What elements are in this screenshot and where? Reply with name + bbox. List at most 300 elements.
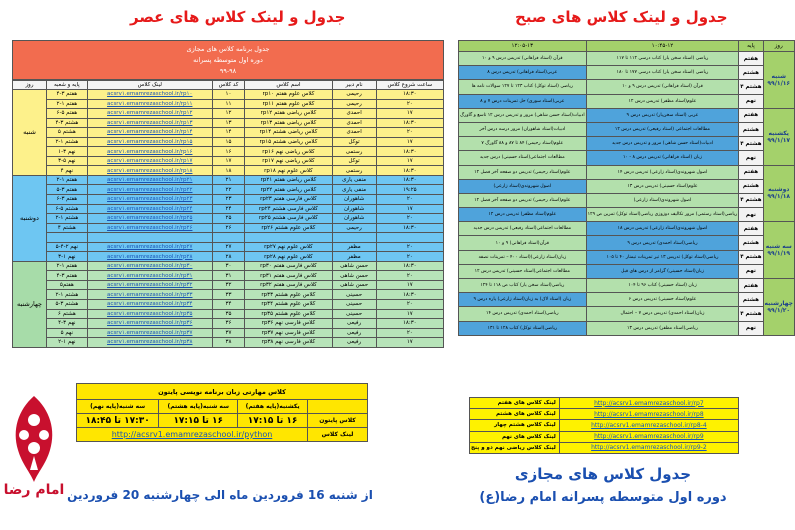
morning-table-row	[459, 122, 795, 136]
morning-lesson-cell: علوم(استاد مظفر) تدریس درس ۱۲	[459, 208, 587, 222]
afternoon-table-row	[13, 338, 444, 348]
afternoon-cell: کلاس علوم هشتم rp۳۳	[245, 290, 332, 300]
afternoon-cell: کلاس فارسی هفتم rp۳۲	[245, 280, 332, 290]
grade-link-url[interactable]: http://acsrv1.emamrezaschool.ir/rp8-4	[559, 420, 738, 431]
morning-day-cell: چهارشنبه ۹۹/۱/۲۰	[763, 279, 794, 336]
afternoon-cell: ۳۱	[212, 271, 244, 281]
afternoon-table-row	[13, 185, 444, 195]
python-link-label: لینک کلاس	[308, 428, 368, 442]
morning-lesson-cell: قرآن(استاد فراهانی) ۹ و ۱۰	[459, 236, 587, 250]
class-link[interactable]: acsrv۱.emamrezaschool.ir/rp۱۸	[87, 166, 212, 176]
afternoon-cell: کلاس علوم هفتم rp۱۰	[245, 90, 332, 100]
morning-column-header: روز	[763, 41, 794, 52]
morning-grade-cell: هفتم	[739, 165, 763, 179]
grade-link-row	[470, 398, 739, 409]
class-link[interactable]: acsrv۱.emamrezaschool.ir/rp۱۳	[87, 118, 212, 128]
afternoon-cell: ۲۰	[376, 195, 443, 205]
afternoon-table-row	[13, 128, 444, 138]
afternoon-cell: ۱۸:۳۰	[376, 118, 443, 128]
afternoon-cell: هشتم ۵	[47, 128, 88, 138]
morning-grade-cell: هشتم	[739, 236, 763, 250]
afternoon-cell: نهم ۳-۱	[47, 147, 88, 157]
afternoon-cell: حسینی	[332, 309, 376, 319]
morning-lesson-cell: عربی(استاد فراهانی) تدریس درس ۸	[459, 66, 587, 80]
morning-grade-cell: نهم	[739, 151, 763, 165]
morning-table-row	[459, 137, 795, 151]
afternoon-cell	[245, 233, 332, 243]
afternoon-cell: کلاس فارسی نهم rp۳۶	[245, 319, 332, 329]
afternoon-cell: هشتم ۶	[47, 309, 88, 319]
morning-grade-cell: هشتم ۴	[739, 137, 763, 151]
afternoon-cell: هفتم ۳-۶	[47, 195, 88, 205]
morning-table-row	[459, 193, 795, 207]
afternoon-cell: مظفر	[332, 252, 376, 262]
morning-lesson-cell: قرآن (استاد فراهانی) تدریس درس ۹ و ۱۰	[586, 80, 739, 94]
class-link[interactable]: acsrv۱.emamrezaschool.ir/rp۱۷	[87, 156, 212, 166]
afternoon-cell: نهم ۵	[47, 328, 88, 338]
afternoon-cell: کلاس فارسی هفتم rp۲۳	[245, 195, 332, 205]
afternoon-cell: ۲۲	[212, 185, 244, 195]
afternoon-cell: کلاس علوم نهم rp۲۸	[245, 252, 332, 262]
afternoon-cell: ۱۱	[212, 99, 244, 109]
class-link[interactable]: acsrv۱.emamrezaschool.ir/rp۳۲	[87, 280, 212, 290]
afternoon-column-header-row	[13, 81, 444, 90]
afternoon-cell: هشتم ۴	[47, 223, 88, 233]
afternoon-cell: هشتم ۱-۲	[47, 214, 88, 224]
afternoon-cell: رفیعی	[332, 319, 376, 329]
afternoon-table-row	[13, 328, 444, 338]
afternoon-cell: ۲۵	[212, 214, 244, 224]
afternoon-schedule	[12, 40, 444, 348]
afternoon-day-cell: چهارشنبه	[13, 261, 47, 347]
afternoon-cell: ۱۷	[376, 280, 443, 290]
afternoon-cell: حسن شاهی	[332, 261, 376, 271]
python-time-seventh: ۱۶ تا ۱۷:۱۵	[238, 414, 308, 428]
afternoon-cell: ۳۴	[212, 300, 244, 310]
afternoon-table-row	[13, 156, 444, 166]
afternoon-cell: کلاس ریاضی هفتم rp۲۱	[245, 175, 332, 185]
morning-grade-cell: هشتم	[739, 179, 763, 193]
afternoon-table-row	[13, 147, 444, 157]
morning-column-header: پایه	[739, 41, 763, 52]
footer-subtitle: دوره اول متوسطه پسرانه امام رضا(ع)	[479, 490, 727, 505]
morning-title: جدول و لینک کلاس های صبح	[515, 8, 728, 26]
afternoon-table-row	[13, 118, 444, 128]
afternoon-cell: ۳۶	[212, 319, 244, 329]
grade-link-url[interactable]: http://acsrv1.emamrezaschool.ir/rp7	[559, 398, 738, 409]
grade-link-row	[470, 409, 739, 420]
afternoon-cell: ۲۰	[376, 214, 443, 224]
python-table	[76, 383, 368, 442]
afternoon-table-row	[13, 300, 444, 310]
afternoon-cell: هفتم ۱-۲	[47, 99, 88, 109]
grade-link-label: لینک کلاس های هفتم	[470, 398, 560, 409]
morning-lesson-cell: علوم(استاد رحیمی) تدریس دو صفحه آخر فصل ۱۲	[459, 193, 587, 207]
afternoon-table-row	[13, 290, 444, 300]
afternoon-cell: کلاس علوم نهم rp۲۷	[245, 242, 332, 252]
morning-table-row	[459, 208, 795, 222]
afternoon-cell: هفتم ۳-۴	[47, 271, 88, 281]
grade-links	[469, 397, 739, 454]
afternoon-cell: هشتم ۳-۴	[47, 118, 88, 128]
python-link[interactable]: http://acsrv1.emamrezaschool.ir/python	[77, 428, 308, 442]
afternoon-column-header: اسم کلاس	[245, 81, 332, 90]
class-link[interactable]: acsrv۱.emamrezaschool.ir/rp۳۶	[87, 319, 212, 329]
morning-grade-cell: هفتم	[739, 108, 763, 122]
afternoon-cell: ۲۰	[376, 271, 443, 281]
afternoon-cell: ۱۴	[212, 128, 244, 138]
logo-text: امام رضا	[3, 482, 65, 498]
afternoon-cell: ۱۷	[376, 137, 443, 147]
afternoon-cell: کلاس علوم هفتم rp۱۱	[245, 99, 332, 109]
morning-lesson-cell: ادبیات(استاد شاهوران) مرور درسه درس آخر	[459, 122, 587, 136]
class-link[interactable]: acsrv۱.emamrezaschool.ir/rp۱۴	[87, 128, 212, 138]
morning-lesson-cell: ریاضی(استاد توکل) تدریس ۱۳ تیر تمرینات تیمتار ۴۰ تا ۱۰۵	[586, 250, 739, 264]
afternoon-cell: ۳۳	[212, 290, 244, 300]
afternoon-cell: ۳۲	[212, 280, 244, 290]
python-empty-cell	[308, 400, 368, 414]
afternoon-cell: هشتم ۳-۵	[47, 300, 88, 310]
afternoon-table-row	[13, 90, 444, 100]
afternoon-cell: کلاس علوم هشتم rp۲۶	[245, 223, 332, 233]
class-link[interactable]: acsrv۱.emamrezaschool.ir/rp۲۴	[87, 204, 212, 214]
afternoon-cell: هفتم ۳-۵	[47, 185, 88, 195]
class-link[interactable]: acsrv۱.emamrezaschool.ir/rp۱۵	[87, 137, 212, 147]
class-link[interactable]: acsrv۱.emamrezaschool.ir/rp۳۰	[87, 261, 212, 271]
afternoon-cell: شاهوران	[332, 204, 376, 214]
morning-lesson-cell: اصول شهروندی(استاد زارعی) تدریس درس ۱۴	[586, 165, 739, 179]
afternoon-cell: کلاس فارسی هفتم rp۳۱	[245, 271, 332, 281]
afternoon-cell: کلاس ریاضی هفتم rp۱۲	[245, 109, 332, 119]
afternoon-table-row	[13, 319, 444, 329]
grade-link-row	[470, 442, 739, 453]
afternoon-cell: ۱۲	[212, 109, 244, 119]
afternoon-cell: هفتم ۱-۲	[47, 175, 88, 185]
morning-grade-cell: هشتم	[739, 66, 763, 80]
afternoon-cell: ۱۸:۳۰	[376, 319, 443, 329]
python-row-label: کلاس پایتون	[308, 414, 368, 428]
class-link[interactable]: acsrv۱.emamrezaschool.ir/rp۳۷	[87, 328, 212, 338]
afternoon-cell: ۲۰	[376, 242, 443, 252]
afternoon-cell: ۱۸:۳۰	[376, 290, 443, 300]
afternoon-cell: حسن شاهی	[332, 280, 376, 290]
afternoon-cell: کلاس ریاضی هفتم rp۱۳	[245, 118, 332, 128]
morning-table-row	[459, 236, 795, 250]
afternoon-cell: ۳۷	[212, 328, 244, 338]
afternoon-header-line: دوره اول متوسطه پسرانه	[193, 56, 263, 64]
afternoon-cell: ۱۹:۲۵	[376, 185, 443, 195]
afternoon-table-row	[13, 242, 444, 252]
morning-table-row	[459, 307, 795, 321]
morning-day-cell: سه شنبه ۹۹/۱/۱۹	[763, 222, 794, 279]
afternoon-cell: ۱۸:۳۰	[376, 147, 443, 157]
afternoon-cell: کلاس ریاضی نهم rp۱۷	[245, 156, 332, 166]
afternoon-title: جدول و لینک کلاس های عصر	[130, 8, 346, 26]
afternoon-cell: هشتم ۱-۲	[47, 137, 88, 147]
morning-table-row	[459, 108, 795, 122]
afternoon-cell: ۱۳	[212, 118, 244, 128]
afternoon-cell: رستمی	[332, 147, 376, 157]
morning-lesson-cell: علوم(استاد رحیمی) تدریس دو صفحه آخر فصل ۱۲	[459, 165, 587, 179]
morning-lesson-cell: ریاضی (استاد سخن یار) کتاب درسی ۱۷۷ تا ۱۸۰	[586, 66, 739, 80]
afternoon-table-row	[13, 252, 444, 262]
morning-lesson-cell: اصول شهروندی(استاد زارعی)	[586, 193, 739, 207]
afternoon-table-row	[13, 109, 444, 119]
afternoon-cell: ۱۸:۳۰	[376, 223, 443, 233]
afternoon-cell: ۲۸	[212, 252, 244, 262]
afternoon-cell: مظفر	[332, 242, 376, 252]
class-link[interactable]: acsrv۱.emamrezaschool.ir/rp۳۵	[87, 309, 212, 319]
afternoon-cell: نهم ۱-۲	[47, 338, 88, 348]
morning-lesson-cell: مطالعات اجتماعی(استاد رفیعی) تدریس درس جدید	[459, 222, 587, 236]
afternoon-cell: نهم ۵-۳	[47, 156, 88, 166]
class-link[interactable]	[87, 233, 212, 243]
afternoon-table-row	[13, 233, 444, 243]
class-link[interactable]: acsrv۱.emamrezaschool.ir/rp۲۱	[87, 175, 212, 185]
python-col-seventh: یکشنبه(پایه هفتم)	[238, 400, 308, 414]
grade-link-label: لینک کلاس های هشتم	[470, 409, 560, 420]
afternoon-cell: نهم ۴	[47, 166, 88, 176]
morning-lesson-cell: ریاضی(استاد توکل) کتاب ۱۲۸ تا ۱۳۱	[459, 321, 587, 335]
morning-lesson-cell: علوم(استاد حسینی) تدریس درس ۶	[586, 293, 739, 307]
morning-table-row	[459, 66, 795, 80]
afternoon-cell: احمدی	[332, 118, 376, 128]
class-link[interactable]: acsrv۱.emamrezaschool.ir/rp۳۳	[87, 290, 212, 300]
afternoon-cell: رستمی	[332, 166, 376, 176]
morning-table-row	[459, 52, 795, 66]
grade-link-url[interactable]: http://acsrv1.emamrezaschool.ir/rp8	[559, 409, 738, 420]
morning-table-row	[459, 151, 795, 165]
class-link[interactable]: acsrv۱.emamrezaschool.ir/rp۳۴	[87, 300, 212, 310]
morning-grade-cell: هشتم ۴	[739, 250, 763, 264]
afternoon-cell: ۱۸	[212, 166, 244, 176]
afternoon-cell: حسینی	[332, 290, 376, 300]
class-link[interactable]: acsrv۱.emamrezaschool.ir/rp۱۲	[87, 109, 212, 119]
afternoon-table-row	[13, 175, 444, 185]
afternoon-cell: هفتم ۵-۶	[47, 109, 88, 119]
afternoon-cell: کلاس علوم نهم rp۱۸	[245, 166, 332, 176]
afternoon-cell: هفتم ۳-۴	[47, 90, 88, 100]
morning-column-header: ۱۰:۴۵-۱۲	[586, 41, 739, 52]
class-link[interactable]: acsrv۱.emamrezaschool.ir/rp۱۰	[87, 90, 212, 100]
morning-grade-cell: نهم	[739, 321, 763, 335]
morning-lesson-cell: اصول شهروندی(استاد زارعی) تدریس درس ۱۸	[586, 222, 739, 236]
afternoon-cell	[376, 233, 443, 243]
afternoon-cell: ۱۸:۳۰	[376, 90, 443, 100]
python-title: کلاس مهارتی زبان برنامه نویسی پایتون	[77, 384, 368, 400]
afternoon-cell: ۲۴	[212, 204, 244, 214]
morning-table-row	[459, 321, 795, 335]
afternoon-column-header: ساعت شروع کلاس	[376, 81, 443, 90]
morning-lesson-cell: ریاضی (استاد توکل) کتاب ۱۲۳ تا ۱۲۷ سوالات نامه ها	[459, 80, 587, 94]
class-link[interactable]: acsrv۱.emamrezaschool.ir/rp۲۲	[87, 185, 212, 195]
morning-lesson-cell: زبان(استاد حسینی) گرامر از درس های قبل	[586, 264, 739, 278]
afternoon-cell: هشتم ۱-۲	[47, 290, 88, 300]
morning-day-cell: یکشنبه ۹۹/۱/۱۷	[763, 108, 794, 165]
morning-grade-cell: هشتم	[739, 293, 763, 307]
morning-table	[458, 40, 795, 336]
python-col-ninth: سه شنبه(پایه نهم)	[77, 400, 159, 414]
morning-table-row	[459, 279, 795, 293]
morning-table-row	[459, 222, 795, 236]
morning-lesson-cell: علوم(استاد مظفر) تدریس درس ۱۲	[586, 94, 739, 108]
afternoon-cell: ۱۷	[376, 109, 443, 119]
afternoon-cell: رفیعی	[332, 328, 376, 338]
class-link[interactable]: acsrv۱.emamrezaschool.ir/rp۲۷	[87, 242, 212, 252]
morning-lesson-cell: زبان (استاد فراهانی) تدریس درس ۸ - ۱۰	[586, 151, 739, 165]
afternoon-cell: ۱۷	[376, 156, 443, 166]
grade-link-label: لینک کلاس هشتم چهار	[470, 420, 560, 431]
afternoon-cell	[212, 233, 244, 243]
morning-grade-cell: هفتم	[739, 222, 763, 236]
afternoon-column-header: نام دبیر	[332, 81, 376, 90]
grade-link-row	[470, 431, 739, 442]
grade-link-label: لینک کلاس های نهم	[470, 431, 560, 442]
morning-lesson-cell: علوم(استاد حسینی) تدریس درس ۱۳	[586, 179, 739, 193]
afternoon-cell: ۱۸:۳۰	[376, 261, 443, 271]
afternoon-table-row	[13, 223, 444, 233]
afternoon-cell: هفتم۵	[47, 280, 88, 290]
afternoon-cell: کلاس ریاضی هفتم rp۲۲	[245, 185, 332, 195]
morning-grade-cell: هفتم	[739, 52, 763, 66]
morning-lesson-cell: مطالعات اجتماعی (استاد رفیعی) تدریس درس ۱۲	[586, 122, 739, 136]
afternoon-cell: ۱۷	[212, 156, 244, 166]
afternoon-header-block	[12, 40, 444, 80]
afternoon-cell: کلاس فارسی هشتم rp۲۵	[245, 214, 332, 224]
morning-grade-cell: هفتم	[739, 279, 763, 293]
morning-lesson-cell: زبان (استاد حسینی) کتاب ۹۶ تا ۱۰۴	[586, 279, 739, 293]
afternoon-cell: رحیمی	[332, 90, 376, 100]
class-link[interactable]: acsrv۱.emamrezaschool.ir/rp۲۵	[87, 214, 212, 224]
morning-day-cell: دوشنبه ۹۹/۱/۱۸	[763, 165, 794, 222]
morning-column-header-row	[459, 41, 795, 52]
morning-lesson-cell: مطالعات اجتماعی(استاد حسینی) تدریس درس ۱۲	[459, 264, 587, 278]
afternoon-cell: ۱۶	[212, 147, 244, 157]
afternoon-cell: کلاس علوم هشتم rp۳۴	[245, 300, 332, 310]
morning-lesson-cell: ریاضی (استاد سخن یار) کتاب درسی ۱۱۲ تا ۱۱۷	[586, 52, 739, 66]
class-link[interactable]: acsrv۱.emamrezaschool.ir/rp۳۱	[87, 271, 212, 281]
afternoon-cell: رفیعی	[332, 338, 376, 348]
afternoon-table-row	[13, 166, 444, 176]
date-range: از شنبه 16 فروردین ماه الی چهارشنبه 20 فروردین	[67, 488, 373, 502]
class-link[interactable]: acsrv۱.emamrezaschool.ir/rp۳۸	[87, 338, 212, 348]
morning-lesson-cell: علوم(استاد رحیمی) ۸۴ تا ۸۷ و ۸۸ گاورگ ۷	[459, 137, 587, 151]
afternoon-table-row	[13, 137, 444, 147]
python-time-eighth: ۱۶ تا ۱۷:۱۵	[159, 414, 238, 428]
afternoon-cell: توکل	[332, 156, 376, 166]
afternoon-cell: ۲۷	[212, 242, 244, 252]
afternoon-cell: ۲۰	[376, 300, 443, 310]
morning-lesson-cell: ریاضی(استاد رستمی) مرور تکالیف دوزوزی ریاضی(استاد توکل) تمرین ص ۱۲۹	[586, 208, 739, 222]
afternoon-table-row	[13, 309, 444, 319]
afternoon-table-row	[13, 214, 444, 224]
afternoon-table-row	[13, 195, 444, 205]
afternoon-cell: ۱۸:۳۰	[376, 166, 443, 176]
class-link[interactable]: acsrv۱.emamrezaschool.ir/rp۲۸	[87, 252, 212, 262]
morning-table-row	[459, 165, 795, 179]
afternoon-column-header: روز	[13, 81, 47, 90]
morning-lesson-cell: ادبیات(استاد حسن شاهی) مرور و تدریس درس جدید	[586, 137, 739, 151]
morning-lesson-cell: مطالعات اجتماعی(استاد حسینی) درس جدید	[459, 151, 587, 165]
class-link[interactable]: acsrv۱.emamrezaschool.ir/rp۱۶	[87, 147, 212, 157]
afternoon-cell: احمدی	[332, 109, 376, 119]
afternoon-cell: رحیمی	[332, 99, 376, 109]
morning-column-header: ۱۲:۰۵-۱۳	[459, 41, 587, 52]
morning-lesson-cell: اصول شهروندی(استاد زارعی)	[459, 179, 587, 193]
python-col-eighth: سه شنبه(پایه هشتم)	[159, 400, 238, 414]
afternoon-cell: حسن شاهی	[332, 271, 376, 281]
afternoon-cell: ۱۷	[376, 338, 443, 348]
afternoon-cell: شاهوران	[332, 195, 376, 205]
afternoon-cell: ۳۸	[212, 338, 244, 348]
afternoon-cell: کلاس علوم هشتم rp۳۵	[245, 309, 332, 319]
afternoon-day-cell: شنبه	[13, 90, 47, 176]
python-time-ninth: ۱۷:۳۰ تا ۱۸:۴۵	[77, 414, 159, 428]
afternoon-cell: هشتم ۵-۶	[47, 204, 88, 214]
afternoon-table-row	[13, 99, 444, 109]
afternoon-cell: ۲۰	[376, 128, 443, 138]
afternoon-cell: ۱۷	[376, 309, 443, 319]
afternoon-cell: کلاس ریاضی هشتم rp۱۴	[245, 128, 332, 138]
morning-lesson-cell: ریاضی(استاد احمدی) تدریس درس ۹	[586, 236, 739, 250]
afternoon-cell: ۲۶	[212, 223, 244, 233]
afternoon-column-header: کد کلاس	[212, 81, 244, 90]
class-link[interactable]: acsrv۱.emamrezaschool.ir/rp۲۶	[87, 223, 212, 233]
afternoon-cell: ۱۰	[212, 90, 244, 100]
afternoon-table-row	[13, 204, 444, 214]
morning-grade-cell: هشتم ۴	[739, 307, 763, 321]
afternoon-cell: ۱۷	[376, 204, 443, 214]
footer-title: جدول کلاس های مجازی	[514, 465, 692, 483]
morning-grade-cell: هشتم ۴	[739, 80, 763, 94]
afternoon-column-header: پایه و شعبه	[47, 81, 88, 90]
morning-table-row	[459, 293, 795, 307]
afternoon-cell: حسینی	[332, 300, 376, 310]
afternoon-cell: احمدی	[332, 128, 376, 138]
afternoon-column-header: لینک کلاس	[87, 81, 212, 90]
afternoon-cell: شاهوران	[332, 214, 376, 224]
afternoon-cell: هفتم ۱-۲	[47, 261, 88, 271]
afternoon-cell: ۲۰	[376, 99, 443, 109]
afternoon-cell: کلاس فارسی نهم rp۳۷	[245, 328, 332, 338]
morning-grade-cell: نهم	[739, 94, 763, 108]
afternoon-cell: نهم ۱-۳	[47, 252, 88, 262]
afternoon-cell: ۳۵	[212, 309, 244, 319]
afternoon-cell: ۲۳	[212, 195, 244, 205]
class-link[interactable]: acsrv۱.emamrezaschool.ir/rp۲۳	[87, 195, 212, 205]
morning-grade-cell: نهم	[739, 264, 763, 278]
morning-schedule	[458, 40, 793, 336]
python-class-box	[76, 383, 368, 442]
afternoon-table-row	[13, 261, 444, 271]
grade-link-url[interactable]: http://acsrv1.emamrezaschool.ir/rp9-2	[559, 442, 738, 453]
morning-lesson-cell: عربی (استاد سخن‌یار) تدریس درس ۹	[586, 108, 739, 122]
morning-lesson-cell: ریاضی(استاد مظفر) تدریس درس ۱۳	[586, 321, 739, 335]
afternoon-table-row	[13, 280, 444, 290]
afternoon-cell: نهم ۲-۴-۵	[47, 242, 88, 252]
morning-lesson-cell: ادبیات(استاد حسن شاهی) مرور و تدریس درس ۱۲ تاسع و گاورگ	[459, 108, 587, 122]
class-link[interactable]: acsrv۱.emamrezaschool.ir/rp۱۱	[87, 99, 212, 109]
afternoon-cell: منفی یاری	[332, 185, 376, 195]
afternoon-cell: ۳۰	[212, 261, 244, 271]
afternoon-table-row	[13, 271, 444, 281]
afternoon-cell	[332, 233, 376, 243]
morning-lesson-cell: زبان(استاد زارعی)(استاد ۴۰۰ – تمرینات نصفه	[459, 250, 587, 264]
grade-link-url[interactable]: http://acsrv1.emamrezaschool.ir/rp9	[559, 431, 738, 442]
afternoon-cell: کلاس ریاضی نهم rp۱۶	[245, 147, 332, 157]
afternoon-header-line: جدول برنامه کلاس های مجازی	[186, 45, 270, 53]
afternoon-cell: توکل	[332, 137, 376, 147]
